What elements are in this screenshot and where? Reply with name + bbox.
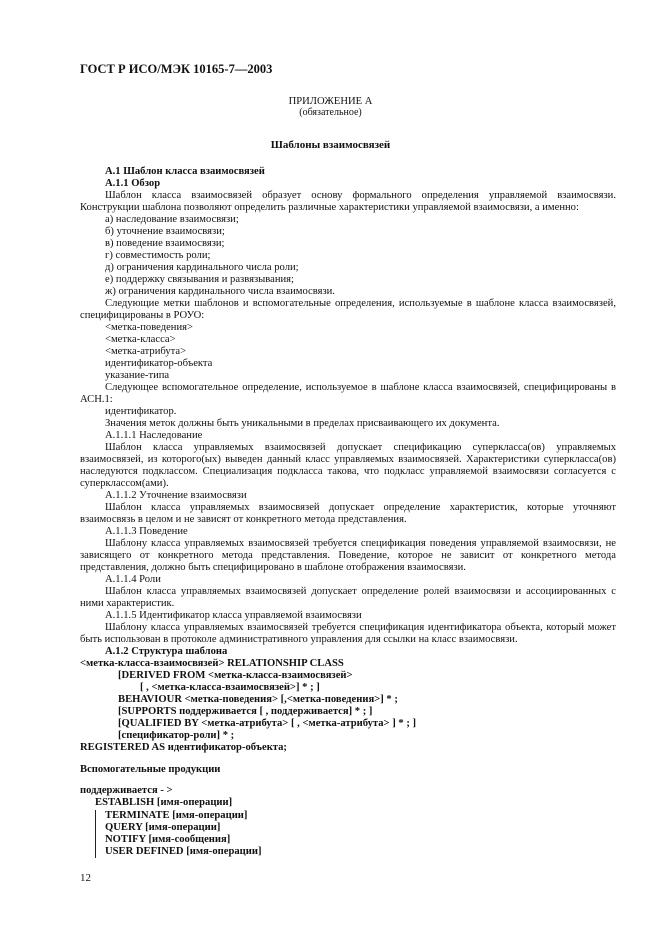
paragraph-identifier: Шаблону класса управляемых взаимосвязей требуется спецификация идентификатора объекта, который может быть использован в протоколе административного управления для ссылки на класс взаимосвязи. xyxy=(80,622,616,646)
template-line: [SUPPORTS поддерживается [ , поддерживается] * ; ] xyxy=(118,706,373,717)
supports-definition: поддерживается - > xyxy=(80,785,173,796)
template-line: [QUALIFIED BY <метка-атрибута> [ , <метка-атрибута> ] * ; ] xyxy=(118,718,417,729)
operation-line: USER DEFINED [имя-операции] xyxy=(105,846,262,857)
paragraph-behaviour: Шаблону класса управляемых взаимосвязей требуется спецификация поведения управляемой взаимосвязи, не зависящего от конкретного метода представления. Поведение, которое не зависит от конкретного метода представления, должно быть специфицировано в шаблоне отображения взаимосвязи. xyxy=(80,538,616,574)
label-item: идентификатор-объекта xyxy=(105,358,213,369)
subsection-behaviour: А.1.1.3 Поведение xyxy=(105,526,188,537)
list-item: в) поведение взаимосвязи; xyxy=(105,238,225,249)
label-item: <метка-атрибута> xyxy=(105,346,187,357)
paragraph-roles: Шаблон класса управляемых взаимосвязей допускает определение ролей взаимосвязи и ассоциированных с ними характеристик. xyxy=(80,586,616,610)
subsection-inheritance: А.1.1.1 Наследование xyxy=(105,430,203,441)
page-number: 12 xyxy=(80,872,91,884)
section-title: Шаблоны взаимосвязей xyxy=(270,139,391,151)
a1-heading: А.1 Шаблон класса взаимосвязей xyxy=(105,166,265,177)
a12-heading: А.1.2 Структура шаблона xyxy=(105,646,228,657)
operation-line: ESTABLISH [имя-операции] xyxy=(95,797,233,808)
template-line: [спецификатор-роли] * ; xyxy=(118,730,235,741)
template-line: [ , <метка-класса-взаимосвязей>] * ; ] xyxy=(140,682,320,693)
a11-heading: А.1.1 Обзор xyxy=(105,178,161,189)
paragraph-uniqueness: Значения меток должны быть уникальными в пределах присваивающего их документа. xyxy=(105,418,500,429)
paragraph-inheritance: Шаблон класса управляемых взаимосвязей допускает спецификацию суперкласса(ов) управляемых взаимосвязей, из которого(ых) выведен данный класс управляемых взаимосвязей. Характеристики суперкласса(ов) наследуются подклассом. Специализация подкласса такова, что подкласс управляемой взаимосвязи согласуется с суперклассом(ами). xyxy=(80,442,616,490)
subsection-identifier: А.1.1.5 Идентификатор класса управляемой взаимосвязи xyxy=(105,610,362,621)
subsection-roles: А.1.1.4 Роли xyxy=(105,574,161,585)
label-item: указание-типа xyxy=(105,370,170,381)
operation-line: NOTIFY [имя-сообщения] xyxy=(105,834,231,845)
appendix-note: (обязательное) xyxy=(299,107,362,118)
template-line: <метка-класса-взаимосвязей> RELATIONSHIP CLASS xyxy=(80,658,344,669)
operation-line: TERMINATE [имя-операции] xyxy=(105,810,248,821)
list-item: ж) ограничения кардинального числа взаимосвязи. xyxy=(105,286,335,297)
operation-line: QUERY [имя-операции] xyxy=(105,822,221,833)
list-item: д) ограничения кардинального числа роли; xyxy=(105,262,299,273)
document-header: ГОСТ Р ИСО/МЭК 10165-7—2003 xyxy=(80,62,273,76)
aux-heading: Вспомогательные продукции xyxy=(80,764,221,775)
paragraph-refinement: Шаблон класса управляемых взаимосвязей допускает определение характеристик, которые уточняют взаимосвязь в целом и не зависят от конкретного метода представления. xyxy=(80,502,616,526)
paragraph-labels: Следующие метки шаблонов и вспомогательные определения, используемые в шаблоне класса взаимосвязей, специфицированы в РОУО: xyxy=(80,298,616,322)
appendix-title: ПРИЛОЖЕНИЕ А xyxy=(288,96,373,107)
subsection-refinement: А.1.1.2 Уточнение взаимосвязи xyxy=(105,490,247,501)
label-item: <метка-класса> xyxy=(105,334,176,345)
template-line: [DERIVED FROM <метка-класса-взаимосвязей> xyxy=(118,670,353,681)
paragraph-intro: Шаблон класса взаимосвязей образует основу формального определения управляемой взаимосвязи. Конструкции шаблона позволяют определить различные характеристики управляемой взаимосвязи, а именно: xyxy=(80,190,616,214)
list-item: е) поддержку связывания и развязывания; xyxy=(105,274,295,285)
list-item: б) уточнение взаимосвязи; xyxy=(105,226,225,237)
paragraph-asn1: Следующее вспомогательное определение, используемое в шаблоне класса взаимосвязей, специфицированы в АСН.1: xyxy=(80,382,616,406)
template-line: BEHAVIOUR <метка-поведения> [,<метка-поведения>] * ; xyxy=(118,694,398,705)
label-item: <метка-поведения> xyxy=(105,322,193,333)
list-item: г) совместимость роли; xyxy=(105,250,211,261)
template-line: REGISTERED AS идентификатор-объекта; xyxy=(80,742,287,753)
list-item: а) наследование взаимосвязи; xyxy=(105,214,239,225)
alternative-bar xyxy=(95,810,96,858)
identifier-item: идентификатор. xyxy=(105,406,177,417)
